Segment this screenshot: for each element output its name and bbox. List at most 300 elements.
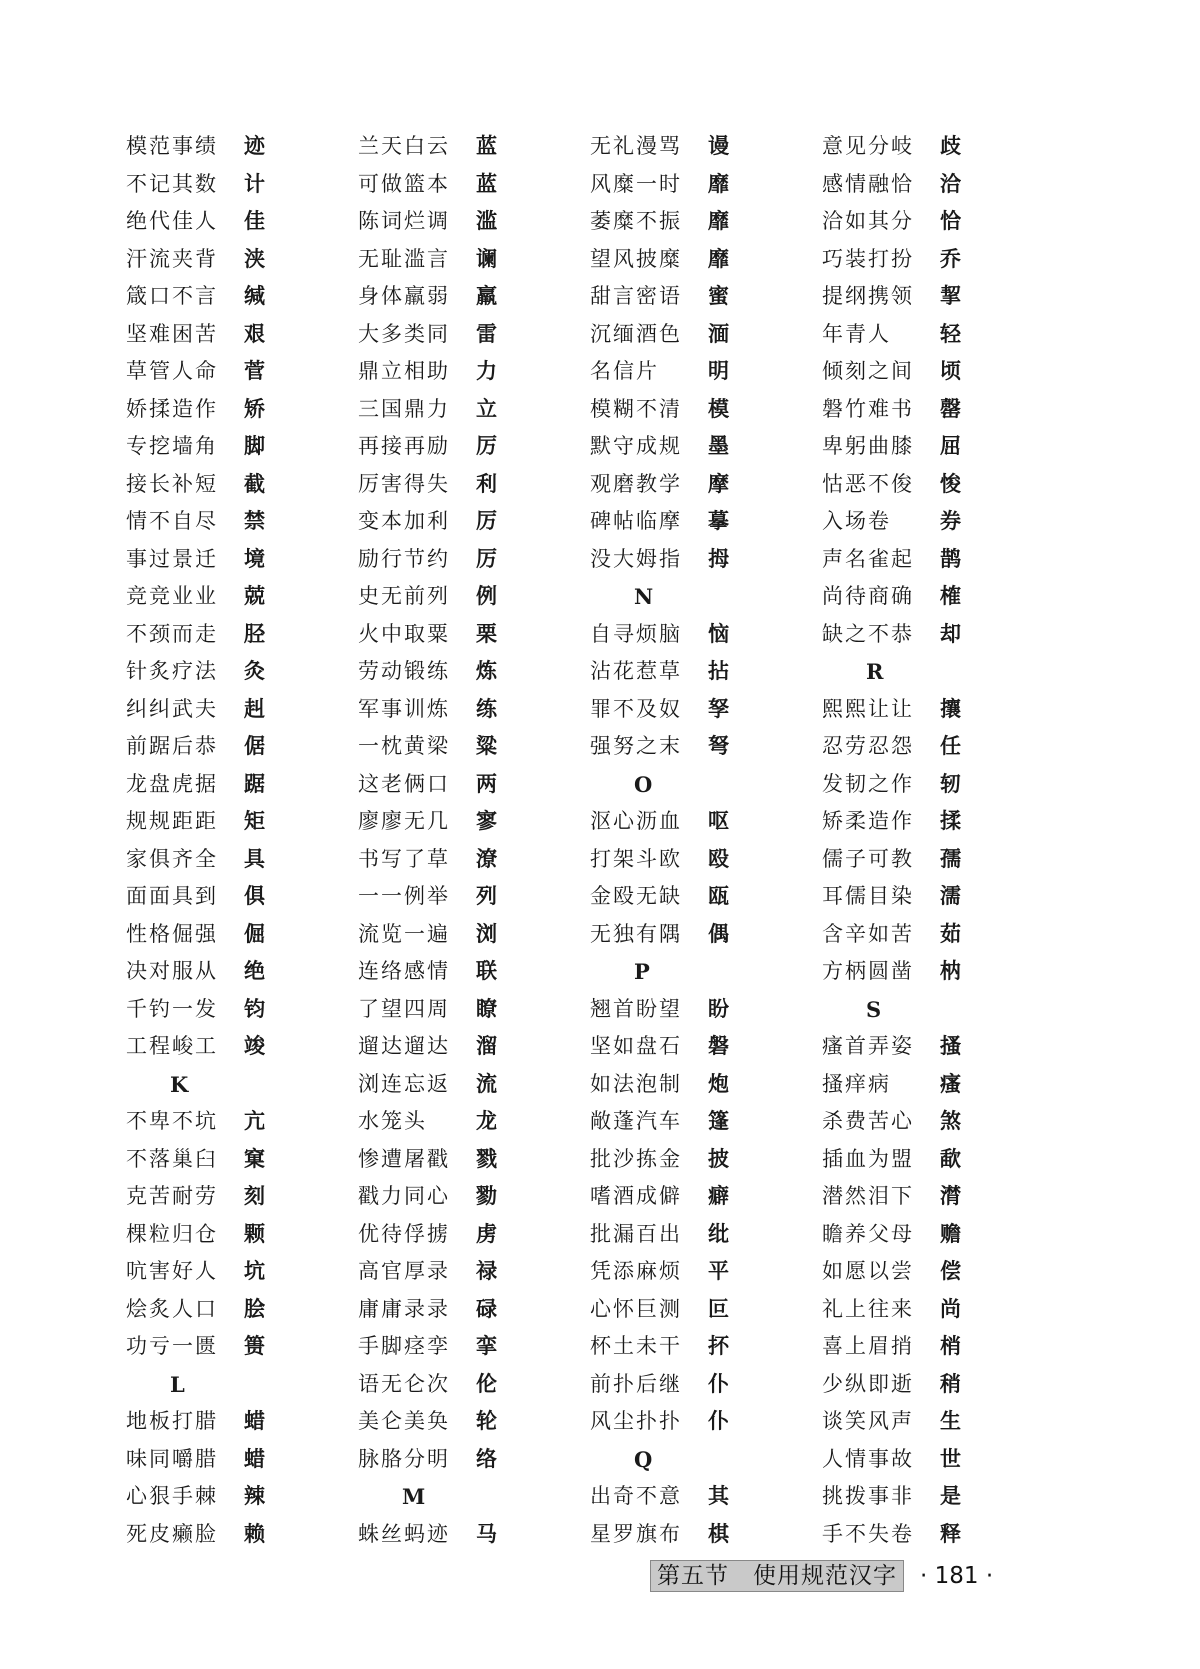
word-row [822,1178,1032,1216]
incorrect-phrase: 死皮癞脸 [126,1521,218,1546]
correct-character: 却 [940,621,961,646]
correct-character: 呕 [708,809,729,833]
incorrect-phrase: 坚难困苦 [126,321,218,346]
correct-character: 坑 [244,1259,265,1283]
word-row [126,728,336,766]
correct-character: 瞭 [476,996,497,1021]
incorrect-phrase: 性格倔强 [126,921,218,946]
incorrect-phrase: 熙熙让让 [822,696,914,721]
word-row [822,1291,1032,1329]
letter-heading: L [170,1371,185,1397]
incorrect-phrase: 棵粒归仓 [126,1221,218,1246]
word-row [590,916,800,954]
correct-character: 稍 [940,1371,961,1396]
incorrect-phrase: 身体羸弱 [358,284,450,308]
incorrect-phrase: 风尘扑扑 [590,1409,682,1433]
incorrect-phrase: 史无前列 [358,584,450,608]
correct-character: 茹 [940,921,961,946]
incorrect-phrase: 打架斗欧 [590,846,682,871]
word-row [358,353,568,391]
correct-character: 伦 [476,1371,497,1396]
incorrect-phrase: 兰天白云 [358,134,450,158]
correct-character: 列 [476,884,497,908]
word-row [590,278,800,316]
incorrect-phrase: 年青人 [822,321,891,346]
word-row [358,391,568,429]
incorrect-phrase: 风糜一时 [590,171,682,196]
incorrect-phrase: 绝代佳人 [126,209,218,233]
correct-character: 粱 [476,734,497,758]
incorrect-phrase: 翘首盼望 [590,996,682,1021]
incorrect-phrase: 事过景迁 [126,546,218,571]
incorrect-phrase: 家俱齐全 [126,846,218,871]
incorrect-phrase: 忍劳忍怨 [822,734,914,758]
correct-character: 殴 [708,846,729,871]
correct-character: 癖 [708,1184,729,1208]
incorrect-phrase: 蛛丝蚂迹 [358,1521,450,1546]
incorrect-phrase: 规规距距 [126,809,218,833]
correct-character: 靡 [708,209,729,233]
word-row [822,503,1032,541]
correct-character: 榷 [940,584,961,608]
word-row [126,803,336,841]
correct-character: 亢 [244,1109,265,1133]
incorrect-phrase: 娇揉造作 [126,396,218,421]
word-row [358,691,568,729]
word-row [590,428,800,466]
word-row [126,541,336,579]
correct-character: 叵 [708,1296,729,1321]
correct-character: 流 [476,1071,497,1096]
incorrect-phrase: 怙恶不俊 [822,471,914,496]
word-row [358,1366,568,1404]
correct-character: 孺 [940,846,961,871]
word-row [358,1178,568,1216]
incorrect-phrase: 含辛如苦 [822,921,914,946]
incorrect-phrase: 语无仑次 [358,1371,450,1396]
incorrect-phrase: 陈词烂调 [358,209,450,233]
word-row [590,1028,800,1066]
incorrect-phrase: 纠纠武夫 [126,696,218,721]
correct-character: 平 [708,1259,729,1283]
word-row [822,1478,1032,1516]
word-row [590,128,800,166]
correct-character: 歧 [940,134,961,158]
correct-character: 纰 [708,1221,729,1246]
word-row [126,503,336,541]
word-row [358,203,568,241]
incorrect-phrase: 不卑不坑 [126,1109,218,1133]
incorrect-phrase: 嗜酒成僻 [590,1184,682,1208]
word-row [822,128,1032,166]
word-row [822,1141,1032,1179]
correct-character: 偿 [940,1259,961,1283]
incorrect-phrase: 劳动锻练 [358,659,450,683]
incorrect-phrase: 无独有隅 [590,921,682,946]
incorrect-phrase: 批沙拣金 [590,1146,682,1171]
incorrect-phrase: 巧装打扮 [822,246,914,271]
correct-character: 摩 [708,471,729,496]
incorrect-phrase: 插血为盟 [822,1146,914,1171]
correct-character: 顷 [940,359,961,383]
correct-character: 倨 [244,734,265,758]
word-row [358,1516,568,1554]
correct-character: 龙 [476,1109,497,1133]
incorrect-phrase: 前踞后恭 [126,734,218,758]
word-row [822,841,1032,879]
incorrect-phrase: 谈笑风声 [822,1409,914,1433]
incorrect-phrase: 如愿以尝 [822,1259,914,1283]
incorrect-phrase: 罪不及奴 [590,696,682,721]
incorrect-phrase: 工程峻工 [126,1034,218,1058]
incorrect-phrase: 强努之末 [590,734,682,758]
correct-character: 赳 [244,696,265,721]
incorrect-phrase: 观磨教学 [590,471,682,496]
word-row [358,616,568,654]
word-row [590,203,800,241]
incorrect-phrase: 水笼头 [358,1109,427,1133]
incorrect-phrase: 如法泡制 [590,1071,682,1096]
incorrect-phrase: 遛达遛达 [358,1034,450,1058]
incorrect-phrase: 沤心沥血 [590,809,682,833]
word-row [126,1328,336,1366]
column-1 [126,128,336,1553]
word-row [822,953,1032,991]
incorrect-phrase: 大多类同 [358,321,450,346]
incorrect-phrase: 一一例举 [358,884,450,908]
correct-character: 券 [940,509,961,533]
incorrect-phrase: 模范事绩 [126,134,218,158]
correct-character: 潦 [476,846,497,871]
correct-character: 虏 [476,1221,497,1246]
correct-character: 谩 [708,134,729,158]
incorrect-phrase: 克苦耐劳 [126,1184,218,1208]
correct-character: 菅 [244,359,265,383]
word-row [590,166,800,204]
correct-character: 悛 [940,471,961,496]
word-row [358,728,568,766]
correct-character: 模 [708,396,729,421]
word-row [590,1328,800,1366]
incorrect-phrase: 敞蓬汽车 [590,1109,682,1133]
correct-character: 厉 [476,509,497,533]
correct-character: 联 [476,959,497,983]
word-row [590,353,800,391]
correct-character: 络 [476,1446,497,1471]
correct-character: 罄 [940,396,961,421]
correct-character: 碌 [476,1296,497,1321]
correct-character: 揉 [940,809,961,833]
incorrect-phrase: 卑躬曲膝 [822,434,914,458]
correct-character: 蓝 [476,134,497,158]
correct-character: 其 [708,1484,729,1508]
letter-heading: O [634,771,653,797]
correct-character: 攘 [940,696,961,721]
word-row [126,991,336,1029]
incorrect-phrase: 千钓一发 [126,996,218,1021]
incorrect-phrase: 提纲携领 [822,284,914,308]
word-row [822,278,1032,316]
correct-character: 是 [940,1484,961,1508]
word-row [126,1516,336,1554]
word-row [590,1216,800,1254]
word-row [358,916,568,954]
word-row [822,428,1032,466]
incorrect-phrase: 再接再励 [358,434,450,458]
letter-heading-row [590,953,800,991]
incorrect-phrase: 声名雀起 [822,546,914,571]
incorrect-phrase: 决对服从 [126,959,218,983]
correct-character: 佳 [244,209,265,233]
incorrect-phrase: 戳力同心 [358,1184,450,1208]
correct-character: 蜜 [708,284,729,308]
word-row [358,278,568,316]
correct-character: 勠 [476,1184,497,1208]
incorrect-phrase: 一枕黄梁 [358,734,450,758]
column-2 [358,128,568,1553]
word-row [590,1253,800,1291]
correct-character: 例 [476,584,497,608]
correct-character: 厉 [476,434,497,458]
word-row [822,1066,1032,1104]
correct-character: 枘 [940,959,961,983]
word-row [822,691,1032,729]
incorrect-phrase: 针炙疗法 [126,659,218,683]
word-row [126,203,336,241]
incorrect-phrase: 发韧之作 [822,771,914,796]
incorrect-phrase: 军事训炼 [358,696,450,721]
word-row [590,991,800,1029]
correct-character: 恰 [940,209,961,233]
word-row [126,578,336,616]
correct-character: 轫 [940,771,961,796]
page-number: · 181 · [920,1563,994,1589]
word-row [590,503,800,541]
incorrect-phrase: 厉害得失 [358,471,450,496]
word-row [358,766,568,804]
word-row [822,241,1032,279]
incorrect-phrase: 无耻滥言 [358,246,450,271]
word-row [126,128,336,166]
word-row [358,466,568,504]
incorrect-phrase: 变本加利 [358,509,450,533]
word-row [358,653,568,691]
incorrect-phrase: 廖廖无几 [358,809,450,833]
word-row [358,1403,568,1441]
correct-character: 窠 [244,1146,265,1171]
word-row [126,953,336,991]
incorrect-phrase: 出奇不意 [590,1484,682,1508]
correct-character: 恼 [708,621,729,646]
word-row [590,803,800,841]
letter-heading: K [170,1071,189,1097]
incorrect-phrase: 望风披糜 [590,246,682,271]
incorrect-phrase: 杀费苦心 [822,1109,914,1133]
correct-character: 棋 [708,1521,729,1546]
correct-character: 两 [476,771,497,796]
word-row [822,1253,1032,1291]
correct-character: 厉 [476,546,497,571]
word-row [358,878,568,916]
word-row [358,541,568,579]
correct-character: 滥 [476,209,497,233]
word-row [126,616,336,654]
word-row [126,241,336,279]
word-row [590,241,800,279]
incorrect-phrase: 面面具到 [126,884,218,908]
letter-heading: Q [634,1446,653,1472]
letter-heading-row [590,766,800,804]
correct-character: 湎 [708,321,729,346]
correct-character: 蓝 [476,171,497,196]
incorrect-phrase: 专挖墙角 [126,434,218,458]
correct-character: 搔 [940,1034,961,1058]
word-table [126,128,1066,1558]
correct-character: 濡 [940,884,961,908]
word-row [822,353,1032,391]
incorrect-phrase: 默守成规 [590,434,682,458]
correct-character: 栗 [476,621,497,646]
correct-character: 脍 [244,1296,265,1321]
incorrect-phrase: 可做篮本 [358,171,450,196]
incorrect-phrase: 感情融恰 [822,171,914,196]
word-row [358,1141,568,1179]
incorrect-phrase: 倾刻之间 [822,359,914,383]
correct-character: 明 [708,359,729,383]
word-row [590,1141,800,1179]
letter-heading-row [358,1478,568,1516]
incorrect-phrase: 名信片 [590,359,659,383]
incorrect-phrase: 情不自尽 [126,509,218,533]
word-row [822,878,1032,916]
word-row [126,1478,336,1516]
correct-character: 仆 [708,1409,729,1433]
word-row [126,428,336,466]
incorrect-phrase: 模糊不清 [590,396,682,421]
incorrect-phrase: 磐竹难书 [822,396,914,421]
correct-character: 矫 [244,396,265,421]
word-row [126,316,336,354]
correct-character: 仆 [708,1371,729,1396]
word-row [126,916,336,954]
correct-character: 俱 [244,884,265,908]
letter-heading-row [126,1066,336,1104]
word-row [590,878,800,916]
incorrect-phrase: 人情事故 [822,1446,914,1471]
incorrect-phrase: 优待俘掳 [358,1221,450,1246]
word-row [358,1328,568,1366]
incorrect-phrase: 耳儒目染 [822,884,914,908]
correct-character: 雷 [476,321,497,346]
incorrect-phrase: 挑拨事非 [822,1484,914,1508]
word-row [126,653,336,691]
correct-character: 禄 [476,1259,497,1283]
correct-character: 挛 [476,1334,497,1358]
incorrect-phrase: 烩炙人口 [126,1296,218,1321]
correct-character: 戮 [476,1146,497,1171]
word-row [822,916,1032,954]
letter-heading-row [822,991,1032,1029]
incorrect-phrase: 箴口不言 [126,284,218,308]
word-row [358,1291,568,1329]
correct-character: 矩 [244,809,265,833]
word-row [822,616,1032,654]
word-row [126,1253,336,1291]
incorrect-phrase: 星罗旗布 [590,1521,682,1546]
incorrect-phrase: 不颈而走 [126,621,218,646]
incorrect-phrase: 不记其数 [126,171,218,196]
word-row [358,1216,568,1254]
letter-heading-row [590,1441,800,1479]
word-row [590,541,800,579]
word-row [126,1216,336,1254]
correct-character: 练 [476,696,497,721]
incorrect-phrase: 入场卷 [822,509,891,533]
correct-character: 羸 [476,284,497,308]
incorrect-phrase: 浏连忘返 [358,1071,450,1096]
word-row [358,953,568,991]
letter-heading: N [634,584,654,609]
word-row [358,1253,568,1291]
correct-character: 胫 [244,621,265,646]
word-row [590,691,800,729]
incorrect-phrase: 碑帖临摩 [590,509,682,533]
word-row [358,1103,568,1141]
correct-character: 梢 [940,1334,961,1358]
correct-character: 洽 [940,171,961,196]
correct-character: 任 [940,734,961,758]
correct-character: 辣 [244,1484,265,1508]
word-row [590,316,800,354]
incorrect-phrase: 草管人命 [126,359,218,383]
incorrect-phrase: 自寻烦脑 [590,621,682,646]
word-row [590,1066,800,1104]
incorrect-phrase: 矫柔造作 [822,809,914,833]
incorrect-phrase: 龙盘虎据 [126,771,218,796]
word-row [126,1441,336,1479]
correct-character: 溜 [476,1034,497,1058]
correct-character: 乔 [940,246,961,271]
incorrect-phrase: 地板打腊 [126,1409,218,1433]
correct-character: 艰 [244,321,265,346]
word-row [126,1291,336,1329]
correct-character: 迹 [244,134,265,158]
correct-character: 磐 [708,1034,729,1058]
incorrect-phrase: 励行节约 [358,546,450,571]
correct-character: 灸 [244,659,265,683]
correct-character: 境 [244,546,265,571]
word-row [126,391,336,429]
correct-character: 炮 [708,1071,729,1096]
word-row [126,1028,336,1066]
word-row [822,1403,1032,1441]
incorrect-phrase: 手不失卷 [822,1521,914,1546]
incorrect-phrase: 连络感情 [358,959,450,983]
correct-character: 靡 [708,246,729,271]
word-row [126,166,336,204]
word-row [590,1178,800,1216]
word-row [126,841,336,879]
word-row [822,316,1032,354]
incorrect-phrase: 接长补短 [126,471,218,496]
correct-character: 立 [476,396,497,421]
incorrect-phrase: 这老俩口 [358,771,450,796]
correct-character: 篑 [244,1334,265,1358]
word-row [822,766,1032,804]
incorrect-phrase: 无礼漫骂 [590,134,682,158]
correct-character: 浃 [244,246,265,271]
incorrect-phrase: 火中取粟 [358,621,450,646]
